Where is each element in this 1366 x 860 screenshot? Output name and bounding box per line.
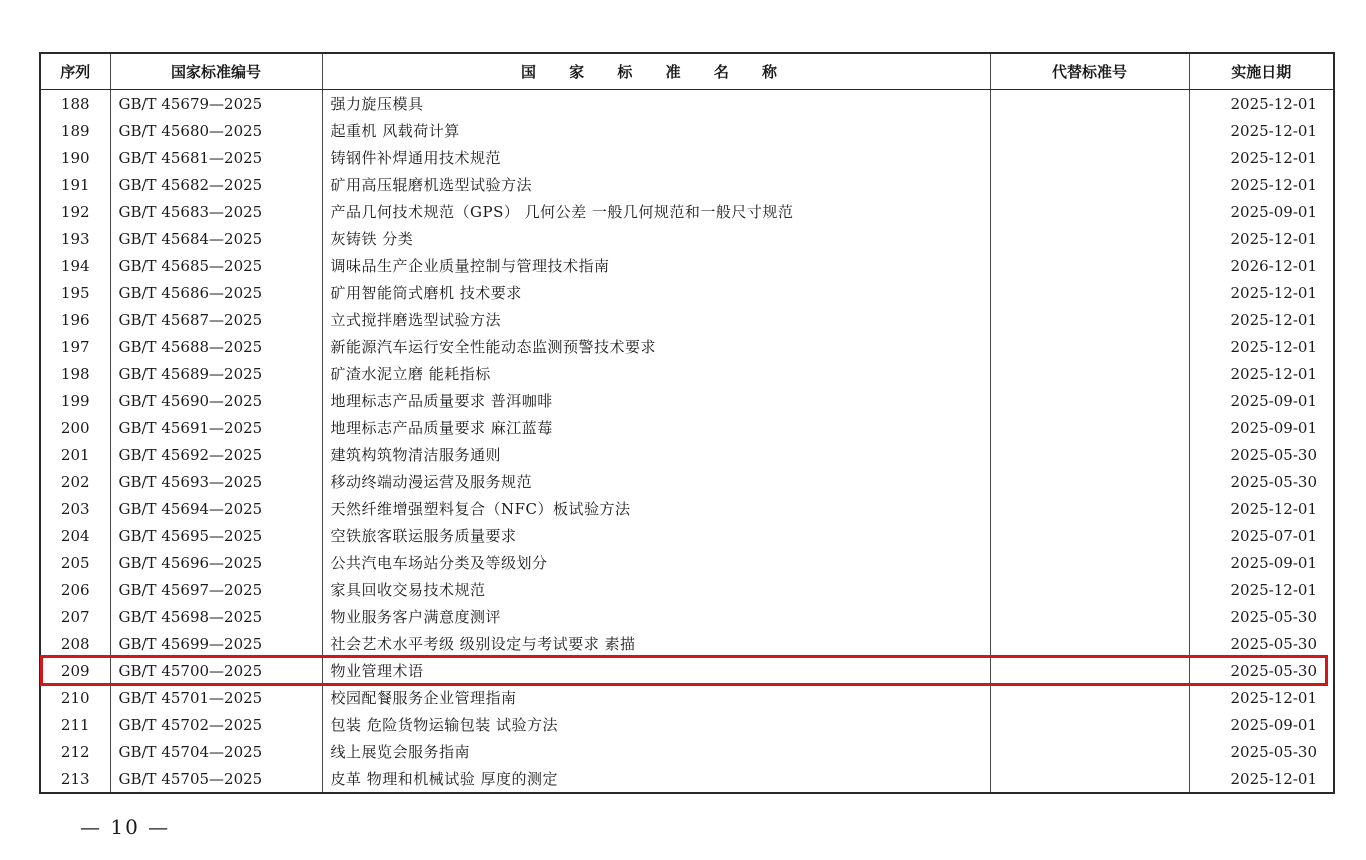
table-row <box>40 711 1334 738</box>
cell-code: GB/T 45683—2025 <box>110 198 322 225</box>
cell-replaces <box>990 306 1189 333</box>
table-row <box>40 495 1334 522</box>
cell-date: 2025-05-30 <box>1189 441 1334 468</box>
table-row <box>40 360 1334 387</box>
table-row <box>40 144 1334 171</box>
cell-name: 地理标志产品质量要求 麻江蓝莓 <box>322 414 990 441</box>
cell-date: 2025-05-30 <box>1189 657 1334 684</box>
cell-name: 矿用高压辊磨机选型试验方法 <box>322 171 990 198</box>
cell-name: 地理标志产品质量要求 普洱咖啡 <box>322 387 990 414</box>
cell-date: 2025-12-01 <box>1189 360 1334 387</box>
cell-date: 2025-12-01 <box>1189 333 1334 360</box>
cell-code: GB/T 45693—2025 <box>110 468 322 495</box>
cell-date: 2025-07-01 <box>1189 522 1334 549</box>
cell-date: 2025-09-01 <box>1189 198 1334 225</box>
table-row <box>40 576 1334 603</box>
cell-date: 2025-05-30 <box>1189 468 1334 495</box>
cell-date: 2025-09-01 <box>1189 549 1334 576</box>
cell-date: 2025-05-30 <box>1189 630 1334 657</box>
table-row <box>40 468 1334 495</box>
cell-code: GB/T 45701—2025 <box>110 684 322 711</box>
cell-date: 2025-09-01 <box>1189 387 1334 414</box>
cell-date: 2025-09-01 <box>1189 711 1334 738</box>
cell-seq: 213 <box>40 765 110 793</box>
cell-name: 家具回收交易技术规范 <box>322 576 990 603</box>
cell-seq: 208 <box>40 630 110 657</box>
cell-name: 物业管理术语 <box>322 657 990 684</box>
cell-code: GB/T 45700—2025 <box>110 657 322 684</box>
cell-code: GB/T 45685—2025 <box>110 252 322 279</box>
cell-seq: 194 <box>40 252 110 279</box>
cell-date: 2025-05-30 <box>1189 738 1334 765</box>
cell-name: 起重机 风载荷计算 <box>322 117 990 144</box>
cell-name: 物业服务客户满意度测评 <box>322 603 990 630</box>
cell-seq: 191 <box>40 171 110 198</box>
cell-replaces <box>990 684 1189 711</box>
table-row <box>40 414 1334 441</box>
cell-name: 包装 危险货物运输包装 试验方法 <box>322 711 990 738</box>
table-row <box>40 333 1334 360</box>
cell-code: GB/T 45688—2025 <box>110 333 322 360</box>
cell-name: 立式搅拌磨选型试验方法 <box>322 306 990 333</box>
cell-date: 2025-12-01 <box>1189 279 1334 306</box>
cell-code: GB/T 45680—2025 <box>110 117 322 144</box>
cell-name: 铸钢件补焊通用技术规范 <box>322 144 990 171</box>
cell-code: GB/T 45686—2025 <box>110 279 322 306</box>
cell-seq: 207 <box>40 603 110 630</box>
cell-name: 灰铸铁 分类 <box>322 225 990 252</box>
cell-replaces <box>990 117 1189 144</box>
table-body <box>40 90 1334 794</box>
cell-replaces <box>990 279 1189 306</box>
table-row <box>40 765 1334 793</box>
cell-seq: 188 <box>40 90 110 118</box>
cell-replaces <box>990 144 1189 171</box>
table-row <box>40 657 1334 684</box>
cell-date: 2025-12-01 <box>1189 576 1334 603</box>
cell-code: GB/T 45690—2025 <box>110 387 322 414</box>
cell-date: 2025-12-01 <box>1189 171 1334 198</box>
cell-name: 校园配餐服务企业管理指南 <box>322 684 990 711</box>
cell-name: 新能源汽车运行安全性能动态监测预警技术要求 <box>322 333 990 360</box>
table-row <box>40 117 1334 144</box>
cell-code: GB/T 45689—2025 <box>110 360 322 387</box>
cell-code: GB/T 45691—2025 <box>110 414 322 441</box>
cell-seq: 202 <box>40 468 110 495</box>
cell-seq: 196 <box>40 306 110 333</box>
cell-replaces <box>990 765 1189 793</box>
cell-seq: 201 <box>40 441 110 468</box>
cell-code: GB/T 45694—2025 <box>110 495 322 522</box>
cell-seq: 193 <box>40 225 110 252</box>
cell-replaces <box>990 711 1189 738</box>
cell-name: 天然纤维增强塑料复合（NFC）板试验方法 <box>322 495 990 522</box>
cell-code: GB/T 45687—2025 <box>110 306 322 333</box>
table-row <box>40 171 1334 198</box>
table-row <box>40 387 1334 414</box>
cell-seq: 210 <box>40 684 110 711</box>
table-row <box>40 306 1334 333</box>
cell-code: GB/T 45702—2025 <box>110 711 322 738</box>
header-name: 国 家 标 准 名 称 <box>322 53 990 90</box>
cell-seq: 198 <box>40 360 110 387</box>
cell-replaces <box>990 441 1189 468</box>
cell-replaces <box>990 333 1189 360</box>
cell-date: 2025-12-01 <box>1189 144 1334 171</box>
cell-replaces <box>990 225 1189 252</box>
cell-replaces <box>990 360 1189 387</box>
cell-name: 移动终端动漫运营及服务规范 <box>322 468 990 495</box>
cell-date: 2025-12-01 <box>1189 225 1334 252</box>
table-row <box>40 441 1334 468</box>
cell-replaces <box>990 90 1189 118</box>
cell-name: 矿渣水泥立磨 能耗指标 <box>322 360 990 387</box>
cell-seq: 195 <box>40 279 110 306</box>
cell-name: 调味品生产企业质量控制与管理技术指南 <box>322 252 990 279</box>
cell-replaces <box>990 603 1189 630</box>
cell-code: GB/T 45696—2025 <box>110 549 322 576</box>
standards-table <box>39 52 1335 794</box>
cell-seq: 200 <box>40 414 110 441</box>
cell-seq: 203 <box>40 495 110 522</box>
cell-replaces <box>990 495 1189 522</box>
table-row <box>40 630 1334 657</box>
cell-seq: 199 <box>40 387 110 414</box>
cell-name: 线上展览会服务指南 <box>322 738 990 765</box>
cell-date: 2026-12-01 <box>1189 252 1334 279</box>
cell-seq: 190 <box>40 144 110 171</box>
cell-name: 矿用智能筒式磨机 技术要求 <box>322 279 990 306</box>
cell-code: GB/T 45679—2025 <box>110 90 322 118</box>
cell-date: 2025-09-01 <box>1189 414 1334 441</box>
cell-date: 2025-12-01 <box>1189 117 1334 144</box>
cell-date: 2025-12-01 <box>1189 765 1334 793</box>
cell-seq: 211 <box>40 711 110 738</box>
header-code: 国家标准编号 <box>110 53 322 90</box>
cell-seq: 209 <box>40 657 110 684</box>
cell-seq: 212 <box>40 738 110 765</box>
cell-name: 产品几何技术规范（GPS） 几何公差 一般几何规范和一般尺寸规范 <box>322 198 990 225</box>
cell-date: 2025-05-30 <box>1189 603 1334 630</box>
cell-replaces <box>990 630 1189 657</box>
cell-replaces <box>990 387 1189 414</box>
cell-name: 社会艺术水平考级 级别设定与考试要求 素描 <box>322 630 990 657</box>
cell-name: 空铁旅客联运服务质量要求 <box>322 522 990 549</box>
cell-code: GB/T 45695—2025 <box>110 522 322 549</box>
cell-name: 皮革 物理和机械试验 厚度的测定 <box>322 765 990 793</box>
cell-seq: 204 <box>40 522 110 549</box>
cell-replaces <box>990 549 1189 576</box>
cell-replaces <box>990 414 1189 441</box>
cell-code: GB/T 45704—2025 <box>110 738 322 765</box>
cell-name: 强力旋压模具 <box>322 90 990 118</box>
cell-code: GB/T 45692—2025 <box>110 441 322 468</box>
cell-replaces <box>990 738 1189 765</box>
cell-replaces <box>990 576 1189 603</box>
header-row <box>40 53 1334 90</box>
cell-code: GB/T 45699—2025 <box>110 630 322 657</box>
cell-code: GB/T 45684—2025 <box>110 225 322 252</box>
table-row <box>40 603 1334 630</box>
table-row <box>40 279 1334 306</box>
cell-replaces <box>990 171 1189 198</box>
cell-code: GB/T 45705—2025 <box>110 765 322 793</box>
cell-code: GB/T 45697—2025 <box>110 576 322 603</box>
cell-date: 2025-12-01 <box>1189 306 1334 333</box>
table-row <box>40 252 1334 279</box>
cell-code: GB/T 45698—2025 <box>110 603 322 630</box>
cell-seq: 197 <box>40 333 110 360</box>
cell-date: 2025-12-01 <box>1189 90 1334 118</box>
table-row <box>40 198 1334 225</box>
cell-name: 建筑构筑物清洁服务通则 <box>322 441 990 468</box>
cell-code: GB/T 45682—2025 <box>110 171 322 198</box>
table-row <box>40 522 1334 549</box>
table-row <box>40 90 1334 118</box>
header-replaces: 代替标准号 <box>990 53 1189 90</box>
cell-replaces <box>990 657 1189 684</box>
table-row <box>40 738 1334 765</box>
page-number: — 10 — <box>80 815 171 839</box>
table-row <box>40 549 1334 576</box>
cell-replaces <box>990 522 1189 549</box>
cell-replaces <box>990 252 1189 279</box>
cell-seq: 205 <box>40 549 110 576</box>
cell-replaces <box>990 198 1189 225</box>
cell-seq: 192 <box>40 198 110 225</box>
cell-seq: 206 <box>40 576 110 603</box>
table-row <box>40 225 1334 252</box>
header-date: 实施日期 <box>1189 53 1334 90</box>
table-row <box>40 684 1334 711</box>
cell-code: GB/T 45681—2025 <box>110 144 322 171</box>
cell-seq: 189 <box>40 117 110 144</box>
table-header <box>40 53 1334 90</box>
cell-replaces <box>990 468 1189 495</box>
cell-date: 2025-12-01 <box>1189 684 1334 711</box>
cell-name: 公共汽电车场站分类及等级划分 <box>322 549 990 576</box>
header-seq: 序列 <box>40 53 110 90</box>
cell-date: 2025-12-01 <box>1189 495 1334 522</box>
